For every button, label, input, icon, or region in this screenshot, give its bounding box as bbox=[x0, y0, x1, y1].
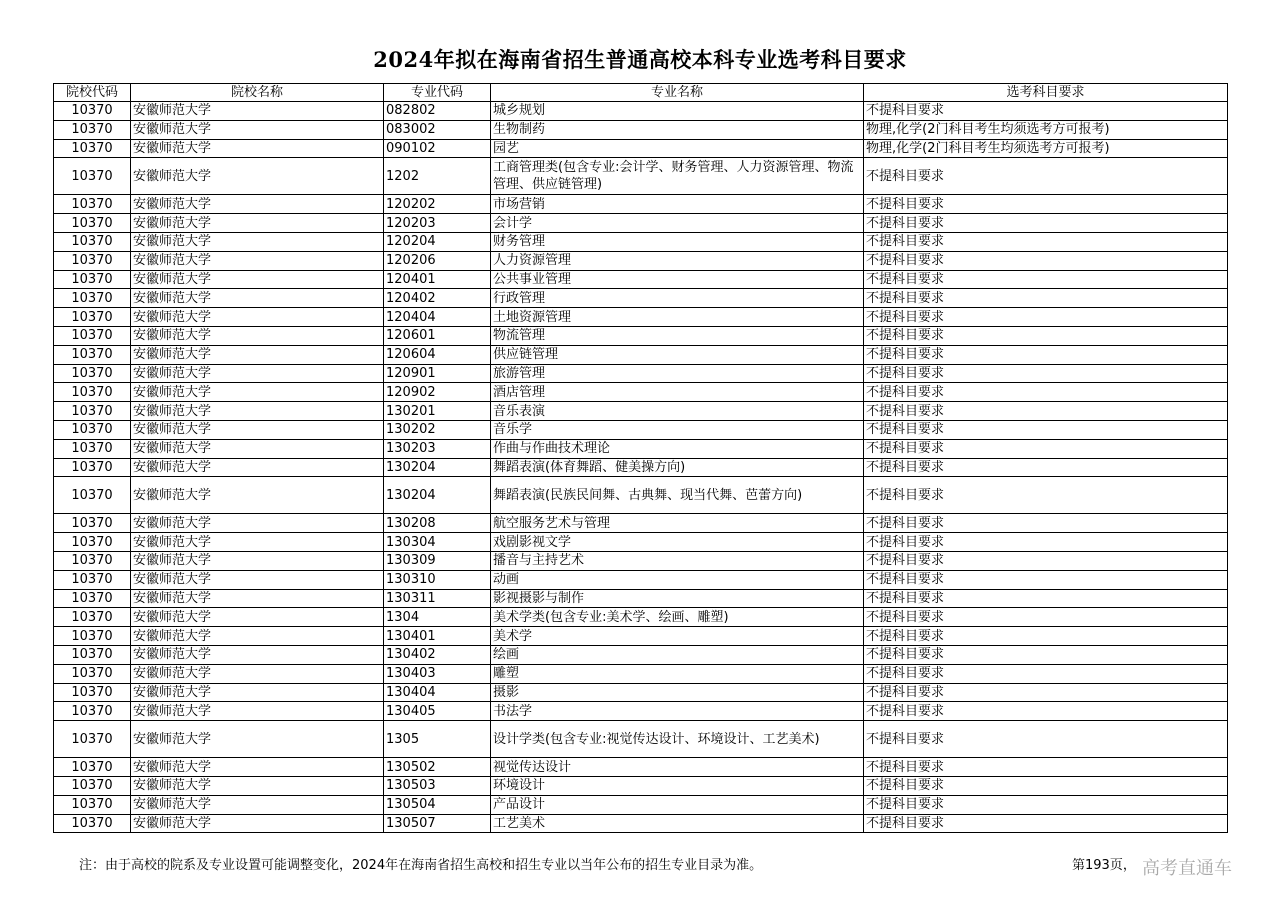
school-code-cell: 10370 bbox=[54, 514, 131, 533]
table-row bbox=[54, 683, 1228, 702]
subject-requirement-cell: 不提科目要求 bbox=[864, 214, 1228, 233]
header-school-name: 院校名称 bbox=[131, 84, 384, 102]
major-code-cell: 130507 bbox=[384, 814, 491, 833]
major-name-cell: 公共事业管理 bbox=[491, 270, 864, 289]
subject-requirement-cell: 不提科目要求 bbox=[864, 776, 1228, 795]
school-name-cell: 安徽师范大学 bbox=[131, 383, 384, 402]
school-code-cell: 10370 bbox=[54, 683, 131, 702]
school-name-cell: 安徽师范大学 bbox=[131, 158, 384, 195]
table-row bbox=[54, 364, 1228, 383]
major-name-cell: 生物制药 bbox=[491, 120, 864, 139]
major-name-cell: 音乐表演 bbox=[491, 402, 864, 421]
subject-requirement-cell: 不提科目要求 bbox=[864, 514, 1228, 533]
header-subject-requirement: 选考科目要求 bbox=[864, 84, 1228, 102]
major-code-cell: 130403 bbox=[384, 664, 491, 683]
subject-requirement-cell: 不提科目要求 bbox=[864, 758, 1228, 777]
major-code-cell: 130208 bbox=[384, 514, 491, 533]
subject-requirement-cell: 不提科目要求 bbox=[864, 270, 1228, 289]
subject-requirement-cell: 不提科目要求 bbox=[864, 402, 1228, 421]
school-name-cell: 安徽师范大学 bbox=[131, 458, 384, 477]
major-name-cell: 物流管理 bbox=[491, 326, 864, 345]
subject-requirement-cell: 不提科目要求 bbox=[864, 477, 1228, 514]
major-name-cell: 产品设计 bbox=[491, 795, 864, 814]
school-code-cell: 10370 bbox=[54, 551, 131, 570]
major-name-cell: 影视摄影与制作 bbox=[491, 589, 864, 608]
school-name-cell: 安徽师范大学 bbox=[131, 570, 384, 589]
subject-requirement-cell: 不提科目要求 bbox=[864, 158, 1228, 195]
school-name-cell: 安徽师范大学 bbox=[131, 195, 384, 214]
major-code-cell: 120902 bbox=[384, 383, 491, 402]
major-name-cell: 播音与主持艺术 bbox=[491, 551, 864, 570]
major-code-cell: 130404 bbox=[384, 683, 491, 702]
school-name-cell: 安徽师范大学 bbox=[131, 514, 384, 533]
school-code-cell: 10370 bbox=[54, 608, 131, 627]
major-code-cell: 120204 bbox=[384, 232, 491, 251]
major-code-cell: 120402 bbox=[384, 289, 491, 308]
major-name-cell: 工商管理类(包含专业:会计学、财务管理、人力资源管理、物流管理、供应链管理) bbox=[491, 158, 864, 195]
school-name-cell: 安徽师范大学 bbox=[131, 477, 384, 514]
subject-requirement-cell: 不提科目要求 bbox=[864, 627, 1228, 646]
major-code-cell: 130405 bbox=[384, 702, 491, 721]
school-name-cell: 安徽师范大学 bbox=[131, 608, 384, 627]
major-name-cell: 人力资源管理 bbox=[491, 251, 864, 270]
school-code-cell: 10370 bbox=[54, 702, 131, 721]
major-code-cell: 130201 bbox=[384, 402, 491, 421]
subject-requirement-cell: 不提科目要求 bbox=[864, 345, 1228, 364]
major-name-cell: 土地资源管理 bbox=[491, 308, 864, 327]
major-name-cell: 舞蹈表演(民族民间舞、古典舞、现当代舞、芭蕾方向) bbox=[491, 477, 864, 514]
major-code-cell: 130310 bbox=[384, 570, 491, 589]
table-row bbox=[54, 289, 1228, 308]
major-name-cell: 城乡规划 bbox=[491, 102, 864, 121]
school-code-cell: 10370 bbox=[54, 289, 131, 308]
school-name-cell: 安徽师范大学 bbox=[131, 120, 384, 139]
school-code-cell: 10370 bbox=[54, 251, 131, 270]
table-row bbox=[54, 533, 1228, 552]
table-row bbox=[54, 758, 1228, 777]
school-name-cell: 安徽师范大学 bbox=[131, 402, 384, 421]
major-code-cell: 130402 bbox=[384, 645, 491, 664]
school-name-cell: 安徽师范大学 bbox=[131, 345, 384, 364]
school-name-cell: 安徽师范大学 bbox=[131, 776, 384, 795]
school-code-cell: 10370 bbox=[54, 458, 131, 477]
table-row bbox=[54, 195, 1228, 214]
major-name-cell: 美术学类(包含专业:美术学、绘画、雕塑) bbox=[491, 608, 864, 627]
school-code-cell: 10370 bbox=[54, 364, 131, 383]
school-code-cell: 10370 bbox=[54, 721, 131, 758]
school-name-cell: 安徽师范大学 bbox=[131, 627, 384, 646]
subject-requirement-cell: 不提科目要求 bbox=[864, 814, 1228, 833]
page-title: 2024年拟在海南省招生普通高校本科专业选考科目要求 bbox=[373, 47, 907, 72]
major-name-cell: 会计学 bbox=[491, 214, 864, 233]
major-code-cell: 130311 bbox=[384, 589, 491, 608]
school-code-cell: 10370 bbox=[54, 477, 131, 514]
subject-requirement-cell: 不提科目要求 bbox=[864, 195, 1228, 214]
school-code-cell: 10370 bbox=[54, 758, 131, 777]
school-code-cell: 10370 bbox=[54, 195, 131, 214]
major-name-cell: 视觉传达设计 bbox=[491, 758, 864, 777]
major-name-cell: 工艺美术 bbox=[491, 814, 864, 833]
major-code-cell: 1202 bbox=[384, 158, 491, 195]
major-code-cell: 120604 bbox=[384, 345, 491, 364]
school-name-cell: 安徽师范大学 bbox=[131, 721, 384, 758]
school-code-cell: 10370 bbox=[54, 664, 131, 683]
school-name-cell: 安徽师范大学 bbox=[131, 551, 384, 570]
table-row bbox=[54, 514, 1228, 533]
major-code-cell: 120203 bbox=[384, 214, 491, 233]
table-row bbox=[54, 814, 1228, 833]
subject-requirement-cell: 不提科目要求 bbox=[864, 289, 1228, 308]
major-name-cell: 雕塑 bbox=[491, 664, 864, 683]
subject-requirement-cell: 物理,化学(2门科目考生均须选考方可报考) bbox=[864, 120, 1228, 139]
major-name-cell: 绘画 bbox=[491, 645, 864, 664]
school-name-cell: 安徽师范大学 bbox=[131, 683, 384, 702]
table-row bbox=[54, 251, 1228, 270]
table-row bbox=[54, 776, 1228, 795]
major-code-cell: 120601 bbox=[384, 326, 491, 345]
major-code-cell: 130304 bbox=[384, 533, 491, 552]
school-name-cell: 安徽师范大学 bbox=[131, 232, 384, 251]
school-name-cell: 安徽师范大学 bbox=[131, 102, 384, 121]
page-number: 第193页， bbox=[1072, 858, 1136, 873]
subject-requirement-cell: 不提科目要求 bbox=[864, 439, 1228, 458]
school-name-cell: 安徽师范大学 bbox=[131, 214, 384, 233]
table-row bbox=[54, 702, 1228, 721]
major-code-cell: 130203 bbox=[384, 439, 491, 458]
major-code-cell: 130204 bbox=[384, 458, 491, 477]
major-name-cell: 戏剧影视文学 bbox=[491, 533, 864, 552]
table-row bbox=[54, 439, 1228, 458]
school-name-cell: 安徽师范大学 bbox=[131, 251, 384, 270]
major-name-cell: 市场营销 bbox=[491, 195, 864, 214]
subject-requirement-cell: 不提科目要求 bbox=[864, 102, 1228, 121]
table-row bbox=[54, 795, 1228, 814]
major-name-cell: 供应链管理 bbox=[491, 345, 864, 364]
major-name-cell: 旅游管理 bbox=[491, 364, 864, 383]
school-code-cell: 10370 bbox=[54, 326, 131, 345]
school-code-cell: 10370 bbox=[54, 308, 131, 327]
major-code-cell: 1304 bbox=[384, 608, 491, 627]
major-code-cell: 120202 bbox=[384, 195, 491, 214]
table-row bbox=[54, 402, 1228, 421]
table-header-row bbox=[54, 84, 1228, 102]
header-school-code: 院校代码 bbox=[54, 84, 131, 102]
school-code-cell: 10370 bbox=[54, 645, 131, 664]
school-name-cell: 安徽师范大学 bbox=[131, 270, 384, 289]
table-row bbox=[54, 120, 1228, 139]
school-name-cell: 安徽师范大学 bbox=[131, 533, 384, 552]
major-code-cell: 130504 bbox=[384, 795, 491, 814]
header-major-name: 专业名称 bbox=[491, 84, 864, 102]
table-row bbox=[54, 158, 1228, 195]
footnote: 注：由于高校的院系及专业设置可能调整变化，2024年在海南省招生高校和招生专业以当年公布的招生专业目录为准。 bbox=[79, 858, 763, 873]
major-name-cell: 财务管理 bbox=[491, 232, 864, 251]
table-row bbox=[54, 420, 1228, 439]
subject-requirement-cell: 不提科目要求 bbox=[864, 664, 1228, 683]
table-row bbox=[54, 345, 1228, 364]
major-code-cell: 130401 bbox=[384, 627, 491, 646]
subject-requirement-cell: 不提科目要求 bbox=[864, 232, 1228, 251]
school-code-cell: 10370 bbox=[54, 439, 131, 458]
subject-requirement-cell: 不提科目要求 bbox=[864, 326, 1228, 345]
school-name-cell: 安徽师范大学 bbox=[131, 702, 384, 721]
school-code-cell: 10370 bbox=[54, 589, 131, 608]
school-code-cell: 10370 bbox=[54, 232, 131, 251]
major-name-cell: 园艺 bbox=[491, 139, 864, 158]
major-name-cell: 设计学类(包含专业:视觉传达设计、环境设计、工艺美术) bbox=[491, 721, 864, 758]
table-row bbox=[54, 551, 1228, 570]
major-name-cell: 音乐学 bbox=[491, 420, 864, 439]
table-row bbox=[54, 139, 1228, 158]
school-name-cell: 安徽师范大学 bbox=[131, 814, 384, 833]
school-code-cell: 10370 bbox=[54, 345, 131, 364]
subject-requirement-cell: 不提科目要求 bbox=[864, 589, 1228, 608]
subject-requirement-cell: 不提科目要求 bbox=[864, 364, 1228, 383]
table-row bbox=[54, 589, 1228, 608]
major-name-cell: 作曲与作曲技术理论 bbox=[491, 439, 864, 458]
subject-requirement-cell: 不提科目要求 bbox=[864, 795, 1228, 814]
major-code-cell: 090102 bbox=[384, 139, 491, 158]
table-row bbox=[54, 214, 1228, 233]
school-name-cell: 安徽师范大学 bbox=[131, 439, 384, 458]
table-row bbox=[54, 477, 1228, 514]
major-name-cell: 航空服务艺术与管理 bbox=[491, 514, 864, 533]
major-code-cell: 130309 bbox=[384, 551, 491, 570]
watermark: 高考直通车 bbox=[1142, 858, 1232, 879]
table-row bbox=[54, 326, 1228, 345]
school-name-cell: 安徽师范大学 bbox=[131, 758, 384, 777]
table-row bbox=[54, 664, 1228, 683]
school-code-cell: 10370 bbox=[54, 570, 131, 589]
school-code-cell: 10370 bbox=[54, 102, 131, 121]
requirements-table bbox=[53, 83, 1228, 833]
table-row bbox=[54, 270, 1228, 289]
school-name-cell: 安徽师范大学 bbox=[131, 308, 384, 327]
major-code-cell: 083002 bbox=[384, 120, 491, 139]
major-code-cell: 130502 bbox=[384, 758, 491, 777]
table-row bbox=[54, 608, 1228, 627]
school-name-cell: 安徽师范大学 bbox=[131, 664, 384, 683]
major-code-cell: 082802 bbox=[384, 102, 491, 121]
major-code-cell: 130503 bbox=[384, 776, 491, 795]
subject-requirement-cell: 不提科目要求 bbox=[864, 383, 1228, 402]
major-code-cell: 130204 bbox=[384, 477, 491, 514]
subject-requirement-cell: 不提科目要求 bbox=[864, 570, 1228, 589]
school-code-cell: 10370 bbox=[54, 383, 131, 402]
table-row bbox=[54, 308, 1228, 327]
school-code-cell: 10370 bbox=[54, 627, 131, 646]
school-code-cell: 10370 bbox=[54, 270, 131, 289]
table-row bbox=[54, 627, 1228, 646]
table-body bbox=[54, 102, 1228, 833]
subject-requirement-cell: 不提科目要求 bbox=[864, 533, 1228, 552]
school-code-cell: 10370 bbox=[54, 420, 131, 439]
subject-requirement-cell: 不提科目要求 bbox=[864, 551, 1228, 570]
subject-requirement-cell: 不提科目要求 bbox=[864, 721, 1228, 758]
major-name-cell: 书法学 bbox=[491, 702, 864, 721]
subject-requirement-cell: 不提科目要求 bbox=[864, 420, 1228, 439]
major-code-cell: 120901 bbox=[384, 364, 491, 383]
table-row bbox=[54, 645, 1228, 664]
major-name-cell: 行政管理 bbox=[491, 289, 864, 308]
school-code-cell: 10370 bbox=[54, 533, 131, 552]
school-code-cell: 10370 bbox=[54, 158, 131, 195]
school-code-cell: 10370 bbox=[54, 402, 131, 421]
school-name-cell: 安徽师范大学 bbox=[131, 139, 384, 158]
table-row bbox=[54, 570, 1228, 589]
table-row bbox=[54, 232, 1228, 251]
school-name-cell: 安徽师范大学 bbox=[131, 589, 384, 608]
school-name-cell: 安徽师范大学 bbox=[131, 364, 384, 383]
school-name-cell: 安徽师范大学 bbox=[131, 645, 384, 664]
table-row bbox=[54, 102, 1228, 121]
major-code-cell: 120206 bbox=[384, 251, 491, 270]
school-name-cell: 安徽师范大学 bbox=[131, 289, 384, 308]
school-code-cell: 10370 bbox=[54, 814, 131, 833]
school-name-cell: 安徽师范大学 bbox=[131, 795, 384, 814]
major-code-cell: 130202 bbox=[384, 420, 491, 439]
major-code-cell: 120401 bbox=[384, 270, 491, 289]
school-name-cell: 安徽师范大学 bbox=[131, 420, 384, 439]
subject-requirement-cell: 不提科目要求 bbox=[864, 608, 1228, 627]
header-major-code: 专业代码 bbox=[384, 84, 491, 102]
subject-requirement-cell: 不提科目要求 bbox=[864, 645, 1228, 664]
school-code-cell: 10370 bbox=[54, 776, 131, 795]
school-name-cell: 安徽师范大学 bbox=[131, 326, 384, 345]
major-name-cell: 摄影 bbox=[491, 683, 864, 702]
major-code-cell: 1305 bbox=[384, 721, 491, 758]
subject-requirement-cell: 不提科目要求 bbox=[864, 308, 1228, 327]
major-name-cell: 舞蹈表演(体育舞蹈、健美操方向) bbox=[491, 458, 864, 477]
subject-requirement-cell: 不提科目要求 bbox=[864, 683, 1228, 702]
table-row bbox=[54, 383, 1228, 402]
school-code-cell: 10370 bbox=[54, 120, 131, 139]
subject-requirement-cell: 不提科目要求 bbox=[864, 458, 1228, 477]
subject-requirement-cell: 不提科目要求 bbox=[864, 251, 1228, 270]
school-code-cell: 10370 bbox=[54, 139, 131, 158]
major-name-cell: 动画 bbox=[491, 570, 864, 589]
major-name-cell: 环境设计 bbox=[491, 776, 864, 795]
school-code-cell: 10370 bbox=[54, 795, 131, 814]
major-name-cell: 酒店管理 bbox=[491, 383, 864, 402]
major-name-cell: 美术学 bbox=[491, 627, 864, 646]
subject-requirement-cell: 不提科目要求 bbox=[864, 702, 1228, 721]
table-row bbox=[54, 721, 1228, 758]
table-row bbox=[54, 458, 1228, 477]
major-code-cell: 120404 bbox=[384, 308, 491, 327]
school-code-cell: 10370 bbox=[54, 214, 131, 233]
subject-requirement-cell: 物理,化学(2门科目考生均须选考方可报考) bbox=[864, 139, 1228, 158]
